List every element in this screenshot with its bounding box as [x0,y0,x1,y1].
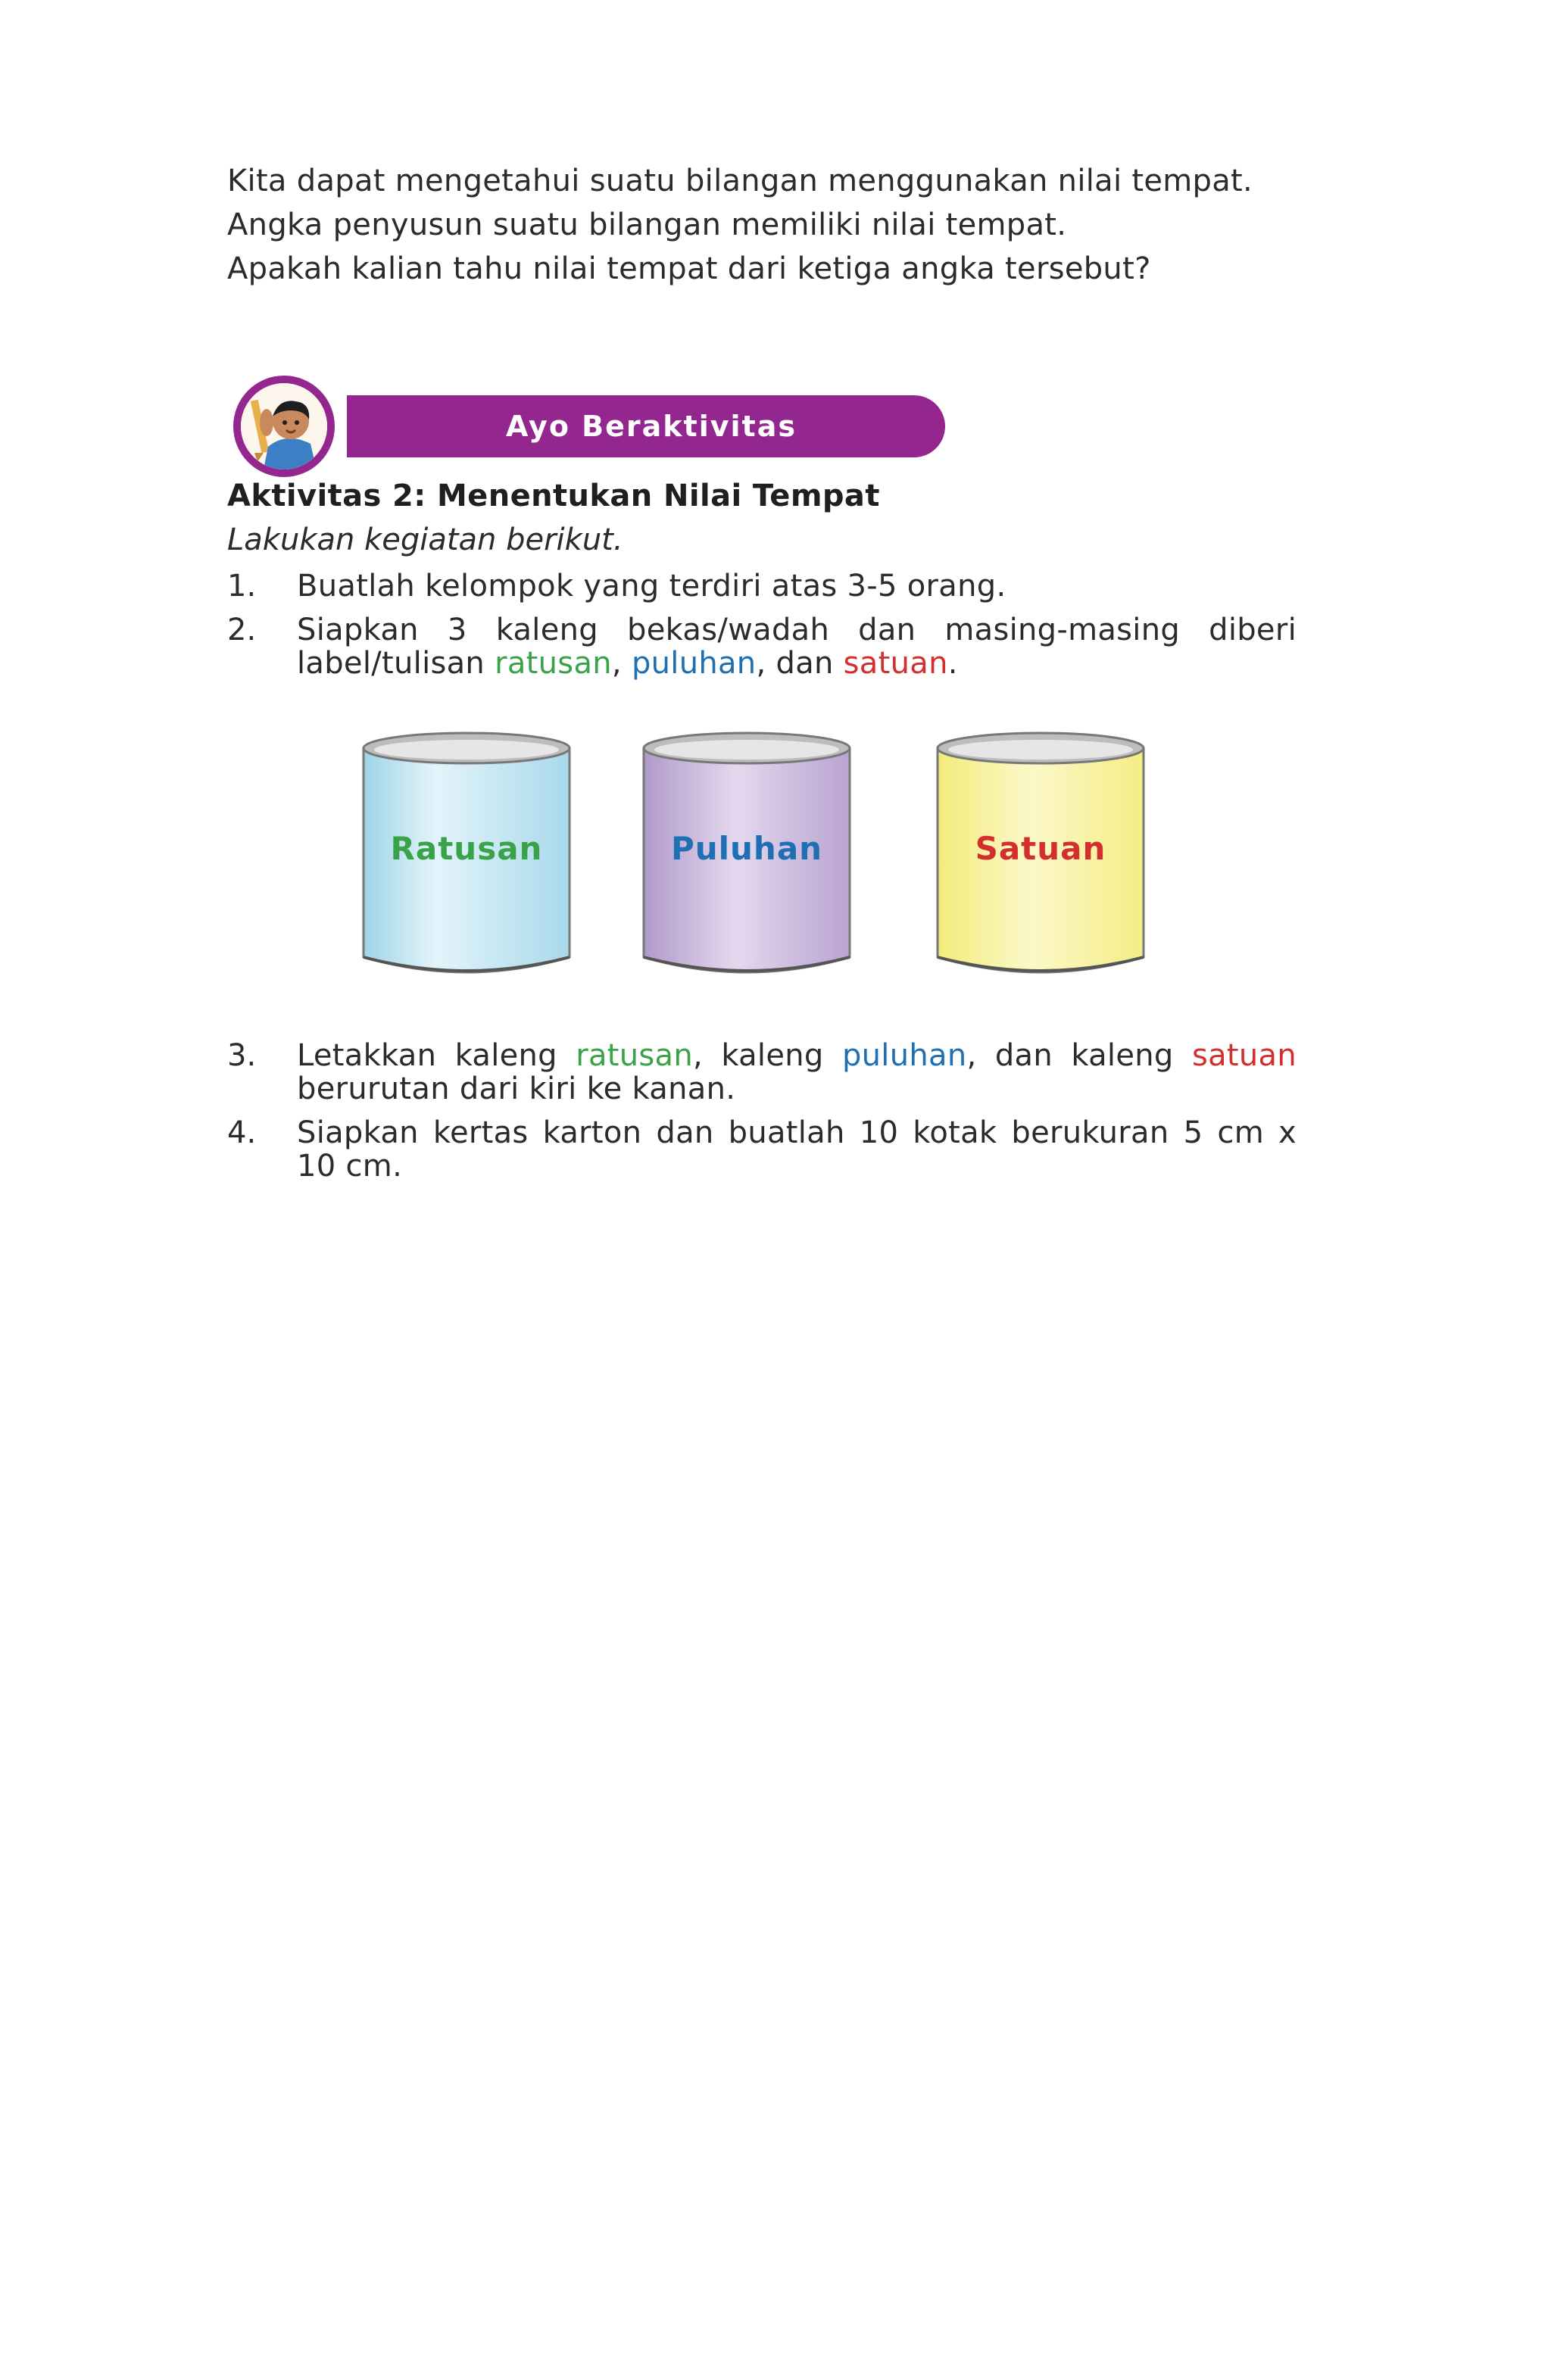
step-item [227,569,1297,603]
step-number: 3. [227,1038,257,1073]
activity-title: Aktivitas 2: Menentukan Nilai Tempat [227,479,880,513]
step-text-part: Siapkan 3 kaleng bekas/wadah dan masing-masing diberi label/tulisan [297,613,1297,681]
can-puluhan [641,730,853,980]
step-number: 4. [227,1115,257,1150]
step-text-part: . [947,646,958,681]
step-text-part: Letakkan kaleng [297,1038,576,1073]
can-label: Puluhan [670,830,823,867]
step-text-part: , kaleng [693,1038,842,1073]
can-satuan [935,730,1147,980]
can-ratusan [360,730,573,980]
steps-list-top [227,569,1297,691]
intro-line-2: Angka penyusun suatu bilangan memiliki nilai tempat. [227,207,1067,242]
activity-subtitle: Lakukan kegiatan berikut. [227,522,623,557]
word-puluhan: puluhan [841,1038,967,1073]
can-label: Satuan [975,830,1106,867]
step-text [297,1039,1297,1106]
step-text [297,613,1297,680]
step-text: Buatlah kelompok yang terdiri atas 3-5 orang. [297,569,1006,604]
word-ratusan: ratusan [495,646,612,681]
activity-banner [233,376,797,477]
word-puluhan: puluhan [631,646,757,681]
step-number: 2. [227,613,257,647]
step-item [227,1039,1297,1106]
word-ratusan: ratusan [576,1038,693,1073]
step-item [227,613,1297,680]
steps-list-bottom [227,1039,1297,1193]
banner-label: Ayo Beraktivitas [506,410,797,443]
word-satuan: satuan [1191,1038,1297,1073]
cans-illustration [360,730,1148,980]
step-number: 1. [227,569,257,604]
step-text-part: berurutan dari kiri ke kanan. [297,1071,736,1106]
intro-line-3: Apakah kalian tahu nilai tempat dari ketiga angka tersebut? [227,251,1151,286]
intro-text [227,159,1303,291]
banner-badge [233,376,335,477]
can-label: Ratusan [390,830,543,867]
step-text-part: , dan [756,646,844,681]
child-character-icon [241,383,327,469]
banner-pill [347,395,945,457]
step-text: Siapkan kertas karton dan buatlah 10 kotak berukuran 5 cm x 10 cm. [297,1115,1297,1184]
step-text-part: , [611,646,632,681]
step-item [227,1116,1297,1183]
word-satuan: satuan [843,646,948,681]
intro-line-1: Kita dapat mengetahui suatu bilangan menggunakan nilai tempat. [227,164,1253,198]
step-text-part: , dan kaleng [966,1038,1192,1073]
